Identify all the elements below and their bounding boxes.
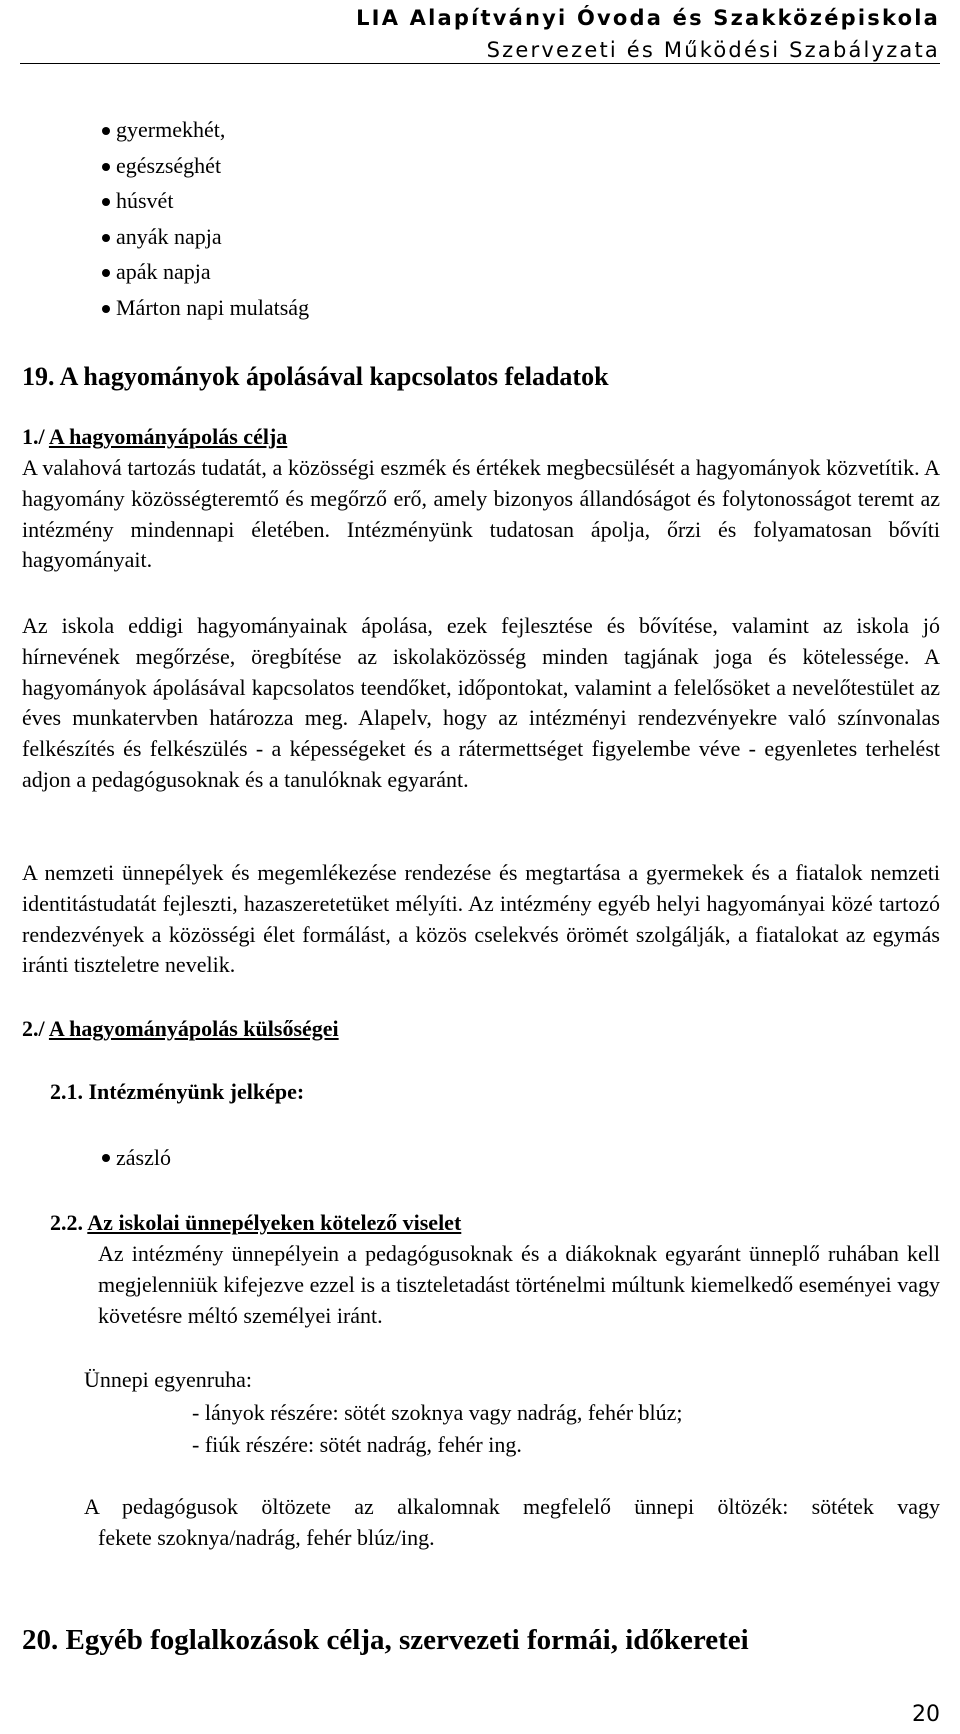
list-item: gyermekhét, [116,118,309,154]
uniform-label: Ünnepi egyenruha: [84,1367,252,1392]
symbol-bullet-item [116,1145,171,1171]
uniform-boys: - fiúk részére: sötét nadrág, fehér ing. [192,1432,522,1457]
header-divider [20,63,940,64]
list-item: apák napja [116,260,309,296]
section-20-heading: 20. Egyéb foglalkozások célja, szervezeti formái, időkeretei [22,1624,749,1656]
subsection-2-2-heading [50,1210,461,1236]
subsection-1-title: A hagyományápolás célja [48,424,288,449]
subsection-2-heading [22,1016,339,1042]
subsection-2-title: A hagyományápolás külsőségei [48,1016,339,1041]
subsection-1-heading [22,424,287,450]
uniform-girls: - lányok részére: sötét szoknya vagy nadrág, fehér blúz; [192,1400,683,1425]
paragraph-traditions: Az iskola eddigi hagyományainak ápolása, ezek fejlesztése és bővítése, valamint az iskola jó hírnevének megőrzése, öregbítése az iskolaközösség minden tagjának joga és kötelessége. A hagyományok ápolásával kapcsolatos teendőket, időpontokat, valamint a felelősöket a nevelőtestület az éves munkatervben határozza meg. Alapelv, hogy az intézményi rendezvényekre való színvonalas felkészítés és felkészülés - a képességeket és a rátermettséget figyelembe véve - egyenletes terhelést adjon a pedagógusoknak és a tanulóknak egyaránt. [22,613,940,792]
subsection-2-number: 2./ [22,1016,45,1041]
list-item: anyák napja [116,225,309,261]
teacher-dress-line-2: fekete szoknya/nadrág, fehér blúz/ing. [98,1525,435,1550]
subsection-2-2-number: 2.2. [50,1210,83,1235]
paragraph-dress-code: Az intézmény ünnepélyein a pedagógusoknak és a diákoknak egyaránt ünneplő ruhában kell megjelenniük kifejezve ezzel is a tiszteletadást történelmi múltunk kiemelkedő eseményei vagy követésre méltó személyei iránt. [98,1241,940,1328]
subsection-2-2-title: Az iskolai ünnepélyeken kötelező viselet [87,1210,462,1235]
header-org-name: LIA Alapítványi Óvoda és Szakközépiskola [356,6,940,30]
symbol-flag-label: zászló [116,1145,171,1170]
paragraph-national-celebrations: A nemzeti ünnepélyek és megemlékezése rendezése és megtartása a gyermekek és a fiatalok nemzeti identitástudatát fejleszti, hazaszeretetüket mélyíti. Az intézmény egyéb helyi hagyományai közé tartozó rendezvények a közösségi élet formálást, a közös cselekvés örömét szolgálják, a fiatalokat az egymás iránti tiszteletre nevelik. [22,860,940,978]
page-number: 20 [912,1702,940,1727]
list-item: egészséghét [116,154,309,190]
teacher-dress-line-1: A pedagógusok öltözete az alkalomnak megfelelő ünnepi öltözék: sötétek vagy [84,1494,940,1519]
header-document-title: Szervezeti és Működési Szabályzata [486,38,940,62]
subsection-1-number: 1./ [22,424,45,449]
section-19-heading: 19. A hagyományok ápolásával kapcsolatos feladatok [22,362,609,391]
paragraph-purpose: A valahová tartozás tudatát, a közösségi eszmék és értékek megbecsülését a hagyományok közvetítik. A hagyomány közösségteremtő és megőrző erő, amely bizonyos állandóságot és folytonosságot teremt az intézmény mindennapi életében. Intézményünk tudatosan ápolja, őrzi és folyamatosan bővíti hagyományait. [22,455,940,573]
list-item: húsvét [116,189,309,225]
subsection-2-1-heading: 2.1. Intézményünk jelképe: [50,1079,305,1104]
list-item: Márton napi mulatság [116,296,309,332]
event-bullet-list [116,118,309,331]
bullet-dot [102,1154,110,1162]
